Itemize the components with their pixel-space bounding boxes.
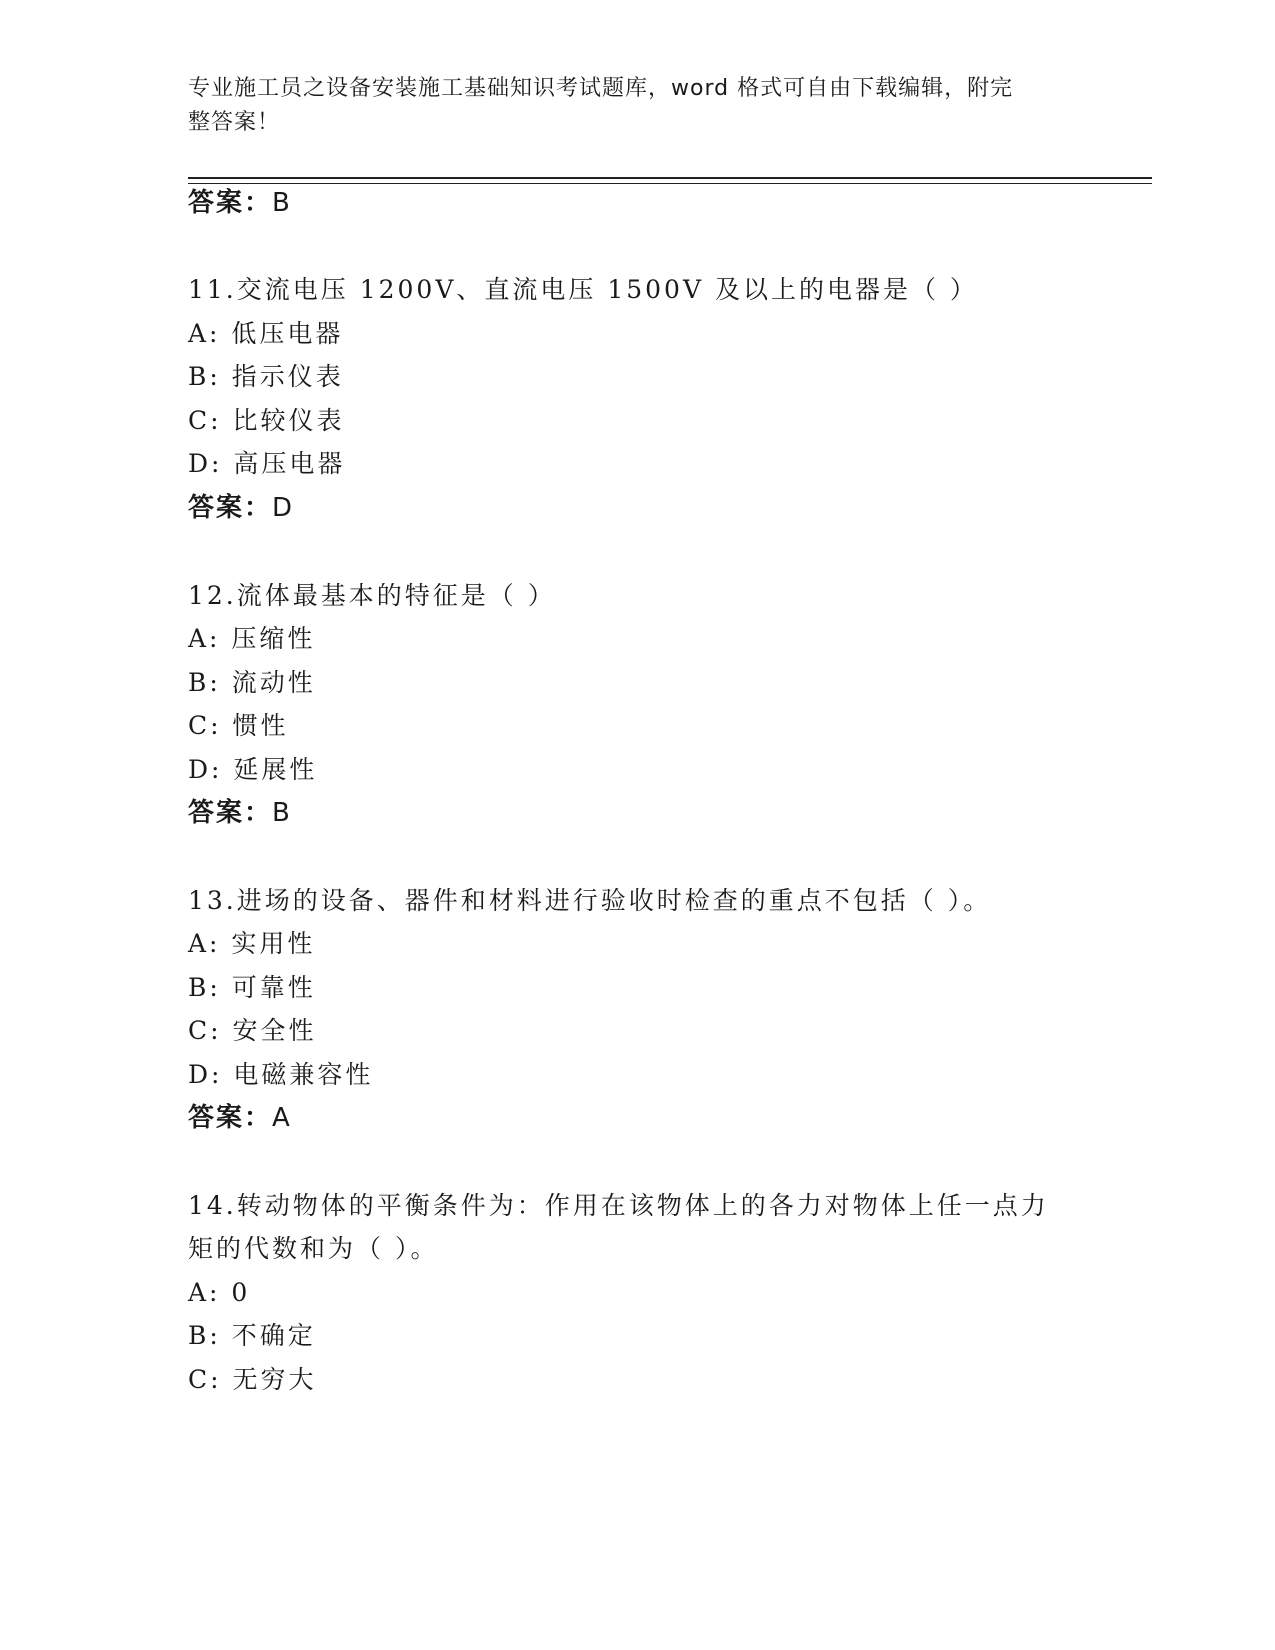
q12-option-a: A: 压缩性 xyxy=(188,624,316,653)
answer-value: B xyxy=(272,188,292,218)
header-divider-thick xyxy=(188,177,1152,179)
q14-option-b: B: 不确定 xyxy=(188,1321,316,1350)
answer-value: B xyxy=(272,798,292,828)
q11-answer xyxy=(188,491,294,525)
q13-option-d: D: 电磁兼容性 xyxy=(188,1060,374,1089)
q13-option-a: A: 实用性 xyxy=(188,929,316,958)
answer-value: A xyxy=(272,1103,292,1133)
header-line-1: 专业施工员之设备安装施工基础知识考试题库，word 格式可自由下载编辑，附完 xyxy=(188,76,1014,101)
header-divider-thin xyxy=(188,183,1152,184)
q13-answer xyxy=(188,1101,292,1135)
prev-answer xyxy=(188,186,292,220)
answer-label: 答案： xyxy=(188,798,273,828)
q12-option-d: D: 延展性 xyxy=(188,755,318,784)
q14-option-a: A: 0 xyxy=(188,1278,251,1307)
answer-label: 答案： xyxy=(188,493,273,523)
q11-option-c: C: 比较仪表 xyxy=(188,406,345,435)
document-header xyxy=(188,72,1068,140)
q14-stem-line-1: 14.转动物体的平衡条件为：作用在该物体上的各力对物体上任一点力 xyxy=(188,1191,1049,1220)
q13-option-c: C: 安全性 xyxy=(188,1016,317,1045)
answer-value: D xyxy=(272,493,295,523)
q12-answer xyxy=(188,796,292,830)
q11-option-d: D: 高压电器 xyxy=(188,449,346,478)
q14-stem-line-2: 矩的代数和为（ ）。 xyxy=(188,1234,439,1263)
q11-option-a: A: 低压电器 xyxy=(188,319,344,348)
q12-option-c: C: 惯性 xyxy=(188,711,289,740)
header-line-2: 整答案！ xyxy=(188,110,281,135)
q11-option-b: B: 指示仪表 xyxy=(188,362,344,391)
q14-option-c: C: 无穷大 xyxy=(188,1365,317,1394)
q13-stem: 13.进场的设备、器件和材料进行验收时检查的重点不包括（ ）。 xyxy=(188,886,992,915)
q12-stem: 12.流体最基本的特征是（ ） xyxy=(188,581,556,610)
answer-label: 答案： xyxy=(188,188,273,218)
q11-stem: 11.交流电压 1200V、直流电压 1500V 及以上的电器是（ ） xyxy=(188,275,978,304)
q13-option-b: B: 可靠性 xyxy=(188,973,316,1002)
answer-label: 答案： xyxy=(188,1103,273,1133)
q12-option-b: B: 流动性 xyxy=(188,668,316,697)
